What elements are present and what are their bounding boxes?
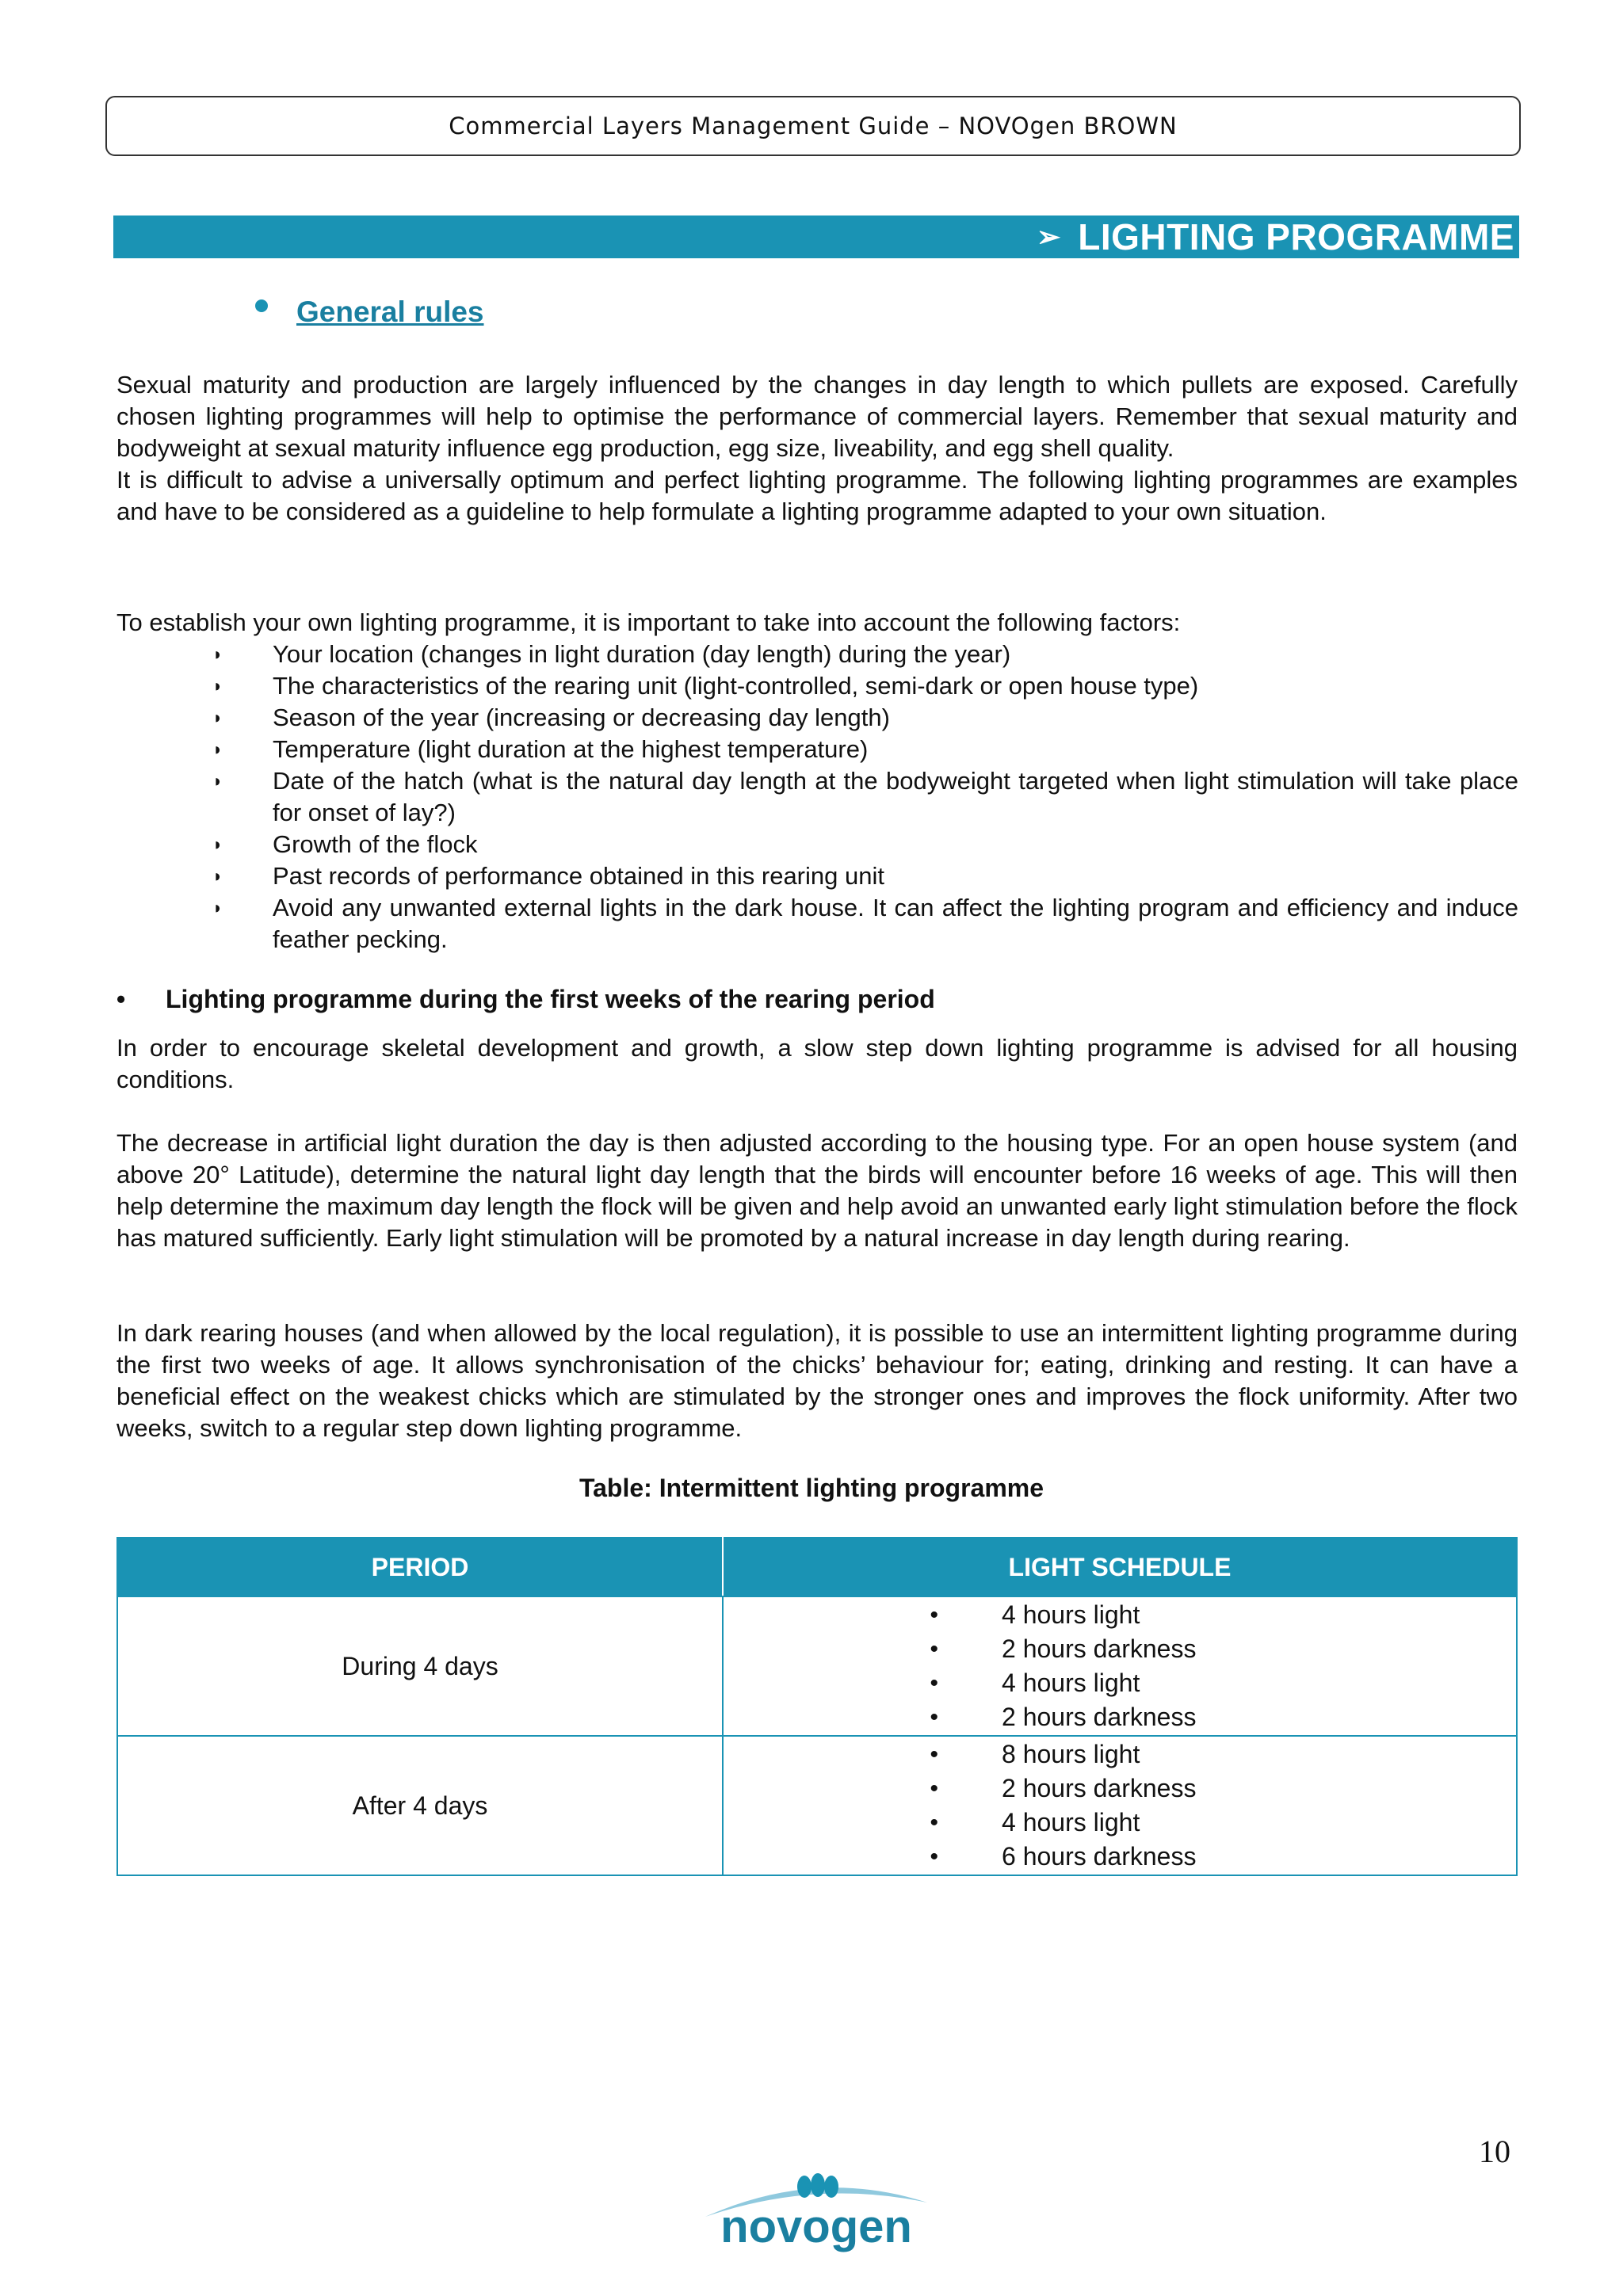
paragraph: To establish your own lighting programme, it is important to take into account the following factors: [116,608,1181,636]
bullet-icon: • [930,1741,938,1768]
list-item [724,1700,1515,1734]
bullet-icon: • [930,1704,938,1730]
list-marker-icon: ◗ [212,676,223,696]
list-item [724,1806,1515,1840]
list-item-text: Date of the hatch (what is the natural day length at the bodyweight targeted when light stimulation will take place for onset of lay?) [273,767,1518,826]
list-marker-icon: ◗ [212,739,223,759]
period-cell: After 4 days [117,1736,723,1875]
bullet-icon: • [930,1602,938,1628]
page-number: 10 [1479,2134,1510,2169]
list-item-text: Avoid any unwanted external lights in the dark house. It can affect the lighting program and efficiency and induce feather pecking. [273,894,1518,953]
table-row [117,1596,1517,1736]
table-row [117,1736,1517,1875]
list-item-text: Season of the year (increasing or decreasing day length) [273,704,890,731]
general-rules-intro [116,369,1518,528]
list-item-text: Past records of performance obtained in this rearing unit [273,862,884,890]
table-header-row [117,1538,1517,1596]
factor-list [212,639,1518,955]
list-item-text: Growth of the flock [273,830,478,858]
bullet-icon: • [930,1775,938,1802]
list-marker-icon: ◗ [212,866,223,886]
list-item [212,702,1518,734]
paragraph: In order to encourage skeletal development and growth, a slow step down lighting programme is advised for all housing conditions. [116,1034,1518,1093]
list-marker-icon: ◗ [212,834,223,854]
list-item [212,860,1518,892]
list-item [724,1737,1515,1772]
bullet-icon: • [930,1670,938,1696]
first-weeks-paragraph [116,1318,1518,1444]
list-marker-icon: ◗ [212,707,223,727]
list-marker-icon: ◗ [212,644,223,664]
first-weeks-paragraph [116,1032,1518,1096]
bullet-icon: • [116,985,126,1013]
list-item [212,670,1518,702]
lighting-schedule-table [116,1537,1518,1876]
paragraph: It is difficult to advise a universally optimum and perfect lighting programme. The following lighting programmes are examples and have to be considered as a guideline to help formulate a lighting programme adapted to your own situation. [116,466,1518,525]
schedule-entry: 4 hours light [1002,1669,1140,1697]
column-header-light-schedule: LIGHT SCHEDULE [723,1538,1517,1596]
first-weeks-title: Lighting programme during the first weeks of the rearing period [166,985,935,1013]
schedule-entry: 4 hours light [1002,1600,1140,1629]
list-item [724,1772,1515,1806]
logo-wordmark: novogen [720,2201,912,2252]
schedule-cell [723,1596,1517,1736]
paragraph: The decrease in artificial light duration the day is then adjusted according to the housing type. For an open house system (and above 20° Latitude), determine the natural light day length that the birds will encounter before 16 weeks of age. This will then help determine the maximum day length the flock will be given and help avoid an unwanted early light stimulation before the flock has matured sufficiently. Early light stimulation will be promoted by a natural increase in day length during rearing. [116,1129,1518,1252]
list-marker-icon: ◗ [212,771,223,791]
paragraph: Sexual maturity and production are largely influenced by the changes in day length to which pullets are exposed. Carefully chosen lighting programmes will help to optimise the performance of commercial layers. Remember that sexual maturity and bodyweight at sexual maturity influence egg production, egg size, liveability, and egg shell quality. [116,371,1518,462]
novogen-logo [697,2171,935,2258]
schedule-entry: 2 hours darkness [1002,1703,1197,1731]
section-title: LIGHTING PROGRAMME [1078,216,1514,257]
bullet-icon [255,299,268,312]
period-cell: During 4 days [117,1596,723,1736]
list-item [724,1598,1515,1632]
arrow-icon: ➢ [1037,220,1061,253]
general-rules-title: General rules [296,296,484,328]
column-header-period: PERIOD [117,1538,723,1596]
first-weeks-paragraph [116,1127,1518,1254]
schedule-entry: 2 hours darkness [1002,1634,1197,1663]
first-weeks-heading [116,985,935,1014]
list-item [212,829,1518,860]
schedule-list [724,1737,1515,1874]
factors-intro [116,607,1518,639]
page-header [105,96,1521,156]
bullet-icon: • [930,1844,938,1870]
list-item [212,765,1518,829]
header-title: Commercial Layers Management Guide – NOVOgen BROWN [449,113,1178,139]
bullet-icon: • [930,1810,938,1836]
bullet-icon: • [930,1636,938,1662]
schedule-entry: 2 hours darkness [1002,1774,1197,1802]
schedule-entry: 8 hours light [1002,1740,1140,1768]
list-item [724,1632,1515,1666]
schedule-entry: 4 hours light [1002,1808,1140,1836]
section-title-bar [113,215,1519,258]
list-item-text: Your location (changes in light duration (day length) during the year) [273,640,1011,668]
list-item [724,1666,1515,1700]
list-item [212,892,1518,955]
paragraph: In dark rearing houses (and when allowed by the local regulation), it is possible to use an intermittent lighting programme during the first two weeks of age. It allows synchronisation of the chicks’ behaviour for; eating, drinking and resting. It can have a beneficial effect on the weakest chicks which are stimulated by the stronger ones and improves the flock uniformity. After two weeks, switch to a regular step down lighting programme. [116,1319,1518,1442]
schedule-entry: 6 hours darkness [1002,1842,1197,1871]
schedule-list [724,1598,1515,1734]
table-caption: Table: Intermittent lighting programme [579,1474,1044,1502]
list-item-text: Temperature (light duration at the highest temperature) [273,735,869,763]
list-marker-icon: ◗ [212,898,223,917]
list-item-text: The characteristics of the rearing unit (light-controlled, semi-dark or open house type) [273,672,1199,700]
list-item [212,639,1518,670]
list-item [212,734,1518,765]
general-rules-heading [255,296,484,329]
list-item [724,1840,1515,1874]
schedule-cell [723,1736,1517,1875]
